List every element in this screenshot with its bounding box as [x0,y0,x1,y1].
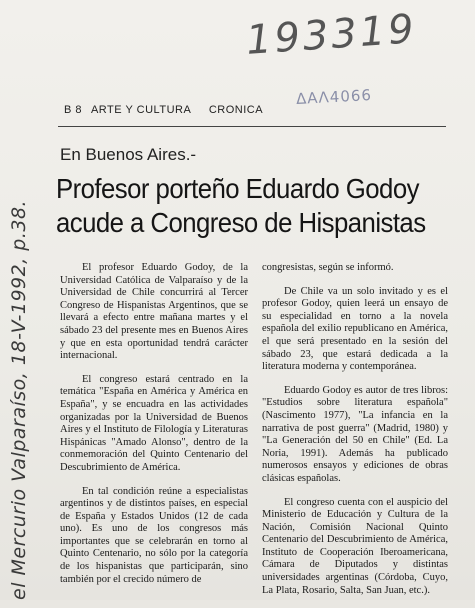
paragraph: El congreso estará centrado en la temática "España en América y América en España", y se encuadra en las actividades organizadas por la Universidad de Buenos Aires y el Instituto de Filología y Literaturas Hispánicas "Amado Alonso", dentro de la conmemoración del Quinto Centenario del Descubrimiento de América. [60,373,248,473]
article-column-right [262,262,448,608]
section-name: ARTE Y CULTURA [90,104,192,116]
paragraph-continuation: congresistas, según se informó. [262,262,394,273]
subsection-name: CRONICA [208,104,264,116]
paragraph: Eduardo Godoy es autor de tres libros: "Estudios sobre literatura española" (Nascimento 1977), "La infancia en la narrativa de post guerra" (Madrid, 1980) y "La Generación del 50 en Chile" (Ed. La Noria, 1991). Además ha publicado numerosos ensayos y ediciones de obras clásicas españolas. [262,384,448,484]
paragraph: En tal condición reúne a especialistas argentinos y de distintos países, en especial de España y Estados Unidos (12 de cada uno). Es uno de los congresos más importantes que se celebrarán en torno al Quinto Centenario, no sólo por la categoría de los hispanistas que participarán, sino también por el crecido número de [60,485,248,585]
headline-line-1: Profesor porteño Eduardo Godoy [56,173,419,204]
handwritten-archive-number: 193319 [244,6,419,64]
header-divider [58,126,446,127]
page-number: B 8 [64,104,83,116]
paragraph: El profesor Eduardo Godoy, de la Universidad Católica de Valparaíso y de la Universidad de Chile concurrirá al Tercer Congreso de Hispanistas Argentinos, que se llevará a efecto entre mañana martes y el sábado 23 del presente mes en Buenos Aires y que en esta oportunidad tendrá carácter internacional. [60,262,248,362]
article-kicker: En Buenos Aires.- [60,145,197,164]
archive-stamp-code: ΔΑΛ4066 [295,86,373,108]
paragraph: El congreso cuenta con el auspicio del Ministerio de Educación y Cultura de la Nación, Comisión Nacional Quinto Centenario del Descubrimiento de América, Instituto de Cooperación Iberoamericana, Cámara de Diputados y distintas universidades argentinas (Córdoba, Cuyo, La Plata, Rosario, Salta, San Juan, etc.). [262,496,448,596]
headline-line-2: acude a Congreso de Hispanistas [56,207,426,238]
handwritten-source-note: el Mercurio Valparaíso, 18-V-1992, p.38. [8,199,30,600]
article-column-left [60,262,248,597]
article-headline [56,172,424,240]
section-header [64,104,263,116]
paragraph: De Chile va un solo invitado y es el profesor Godoy, quien leerá un ensayo de su especialidad en torno a la novela española del exilio republicano en América, el que será presentado en la sesión del sábado 23, que estará dedicada a la literatura moderna y contemporánea. [262,285,448,373]
